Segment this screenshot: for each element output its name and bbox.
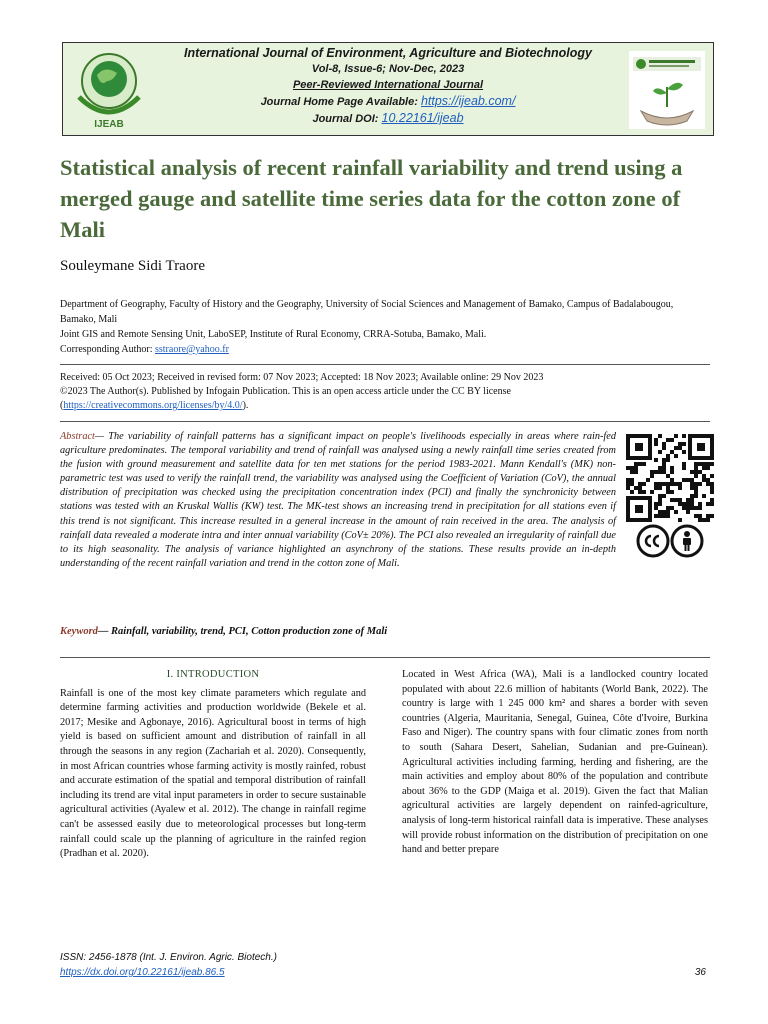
homepage-line [153, 93, 623, 110]
plant-in-hands-icon [627, 49, 707, 131]
journal-header [62, 42, 714, 136]
journal-title: International Journal of Environment, Agriculture and Biotechnology [184, 46, 592, 60]
peer-reviewed-label: Peer-Reviewed International Journal [292, 79, 484, 91]
doi-line [153, 110, 623, 127]
abstract [60, 430, 616, 571]
footer-doi-link[interactable]: https://dx.doi.org/10.22161/ijeab.86.5 [60, 967, 225, 978]
abstract-label: Abstract [60, 431, 95, 442]
license-line: (https://creativecommons.org/licenses/by/4.0/). [60, 400, 249, 411]
corresponding-email-link[interactable]: sstraore@yahoo.fr [155, 344, 229, 355]
keywords [60, 626, 710, 637]
affiliation-1: Department of Geography, Faculty of History and the Geography, University of Social Sciences and Management of Bamako, Campus of Badalabougou, Bamako, Mali [60, 299, 674, 325]
author-name: Souleymane Sidi Traore [60, 258, 205, 274]
keyword-text: — Rainfall, variability, trend, PCI, Cotton production zone of Mali [97, 626, 388, 637]
page-number: 36 [694, 967, 706, 978]
logo-text: IJEAB [94, 119, 124, 130]
publication-info [60, 371, 710, 413]
page-footer [60, 950, 710, 980]
corresponding-author [60, 342, 710, 357]
corresponding-label: Corresponding Author: [60, 344, 155, 355]
footer-issn: ISSN: 2456-1878 (Int. J. Environ. Agric. Biotech.) [60, 952, 277, 963]
abstract-text: — The variability of rainfall patterns has a significant impact on people's livelihoods especially in areas where rain-fed agriculture predominates. The temporal variability and trend of rainfall was analysed using a newly rainfall time series created from the fusion with ground measurement and satellite data for ten met stations for the period 1983-2021. Mann Kendall's (MK) non-parametric test was used to verify the rainfall trend, the variability was analysed using the Coefficient of Variation (CoV), the annual distribution of precipitation was checked using the precipitation concentration index (PCI) and finally the synchronicity between stations was tested with an Kruskal Wallis (KW) test. The MK-test shows an increasing trend in precipitation for all stations even if this trend is not significant. This increase resulted in a general increase in the amount of rain received in the area. The analysis of rainfall data revealed a moderate intra and inter annual variability (CoV± 20%). The PCI also revealed an irregularity of rainfall due to its high seasonality. The analysis of variance highlighted an asynchrony of the stations. These results provide an in-depth understanding of the recent rainfall variation and trend in the cotton zone of Mali. [60, 431, 616, 569]
affiliations [60, 297, 710, 357]
left-column [60, 668, 366, 862]
journal-issue: Vol-8, Issue-6; Nov-Dec, 2023 [311, 63, 465, 75]
intro-paragraph-left: Rainfall is one of the most key climate parameters which regulate and determine farming activities and production worldwide (Bekele et al. 2017; Mesike and Agbonaye, 2016). Agricultural boost in terms of high yield is based on sufficient amount and distribution of rainfall in all through the seasons in any region (Zachariah et al. 2020). Consequently, in most African countries whose farming activity is mostly rainfed, robust and accurate estimation of the spatial and temporal distribution of rainfall including its trend are vital input parameters in order to secure sustainable agricultural activities (Ayalew et al. 2012). The change in rainfall regime can't be assessed easily due to meteorological processes but long-term rainfall could scale up the planning of agriculture in the rainfed region (Pradhan et al. 2020). [60, 687, 366, 860]
intro-paragraph-right: Located in West Africa (WA), Mali is a landlocked country located populated with about 22.6 million of habitants (World Bank, 2022). The country is large with 1 245 000 km² and shares a border with seven countries (Algeria, Mauritania, Senegal, Guinea, Côte d'Ivoire, Burkina Faso and Niger). The country spans with four climatic zones from north to south (Sahara Desert, Sahelian, Sudanian and pre-Guinean). Agricultural activities including farming, herding and fishering, are the main activities and employ about 80% of the population and contribute about 36% to the GDP (Maiga et al. 2019). Given the fact that Malian agricultural activities are largely dependent on rainfed-agriculture, analysis of long-term historical rainfall data is imperative. These analyses will provide robust information on the distribution of precipitation on one hand and better prepare [402, 669, 708, 856]
journal-doi-link[interactable]: 10.22161/ijeab [381, 111, 464, 125]
header-text-block [153, 45, 623, 127]
divider-body [60, 657, 710, 658]
received-dates: Received: 05 Oct 2023; Received in revised form: 07 Nov 2023; Accepted: 18 Nov 2023; Available online: 29 Nov 2023 [60, 372, 544, 383]
homepage-label: Journal Home Page Available: [260, 96, 421, 108]
doi-label: Journal DOI: [312, 113, 382, 125]
copyright-line: ©2023 The Author(s). Published by Infogain Publication. This is an open access article under the CC BY license [60, 386, 511, 397]
right-column [402, 668, 708, 858]
homepage-link[interactable]: https://ijeab.com/ [420, 94, 516, 108]
license-link[interactable]: https://creativecommons.org/licenses/by/4.0/ [63, 400, 243, 411]
qr-code-icon[interactable] [626, 434, 714, 522]
keyword-label: Keyword [60, 626, 98, 637]
divider-abstract [60, 421, 710, 422]
article-title: Statistical analysis of recent rainfall variability and trend using a merged gauge and satellite time series data for the cotton zone of Mali [60, 155, 683, 242]
section-heading-introduction: I. INTRODUCTION [166, 669, 260, 680]
cc-by-license-icon [636, 524, 704, 558]
journal-logo-icon [69, 47, 149, 131]
affiliation-2: Joint GIS and Remote Sensing Unit, LaboSEP, Institute of Rural Economy, CRRA-Sotuba, Bamako, Mali. [60, 329, 487, 340]
divider-top [60, 364, 710, 365]
